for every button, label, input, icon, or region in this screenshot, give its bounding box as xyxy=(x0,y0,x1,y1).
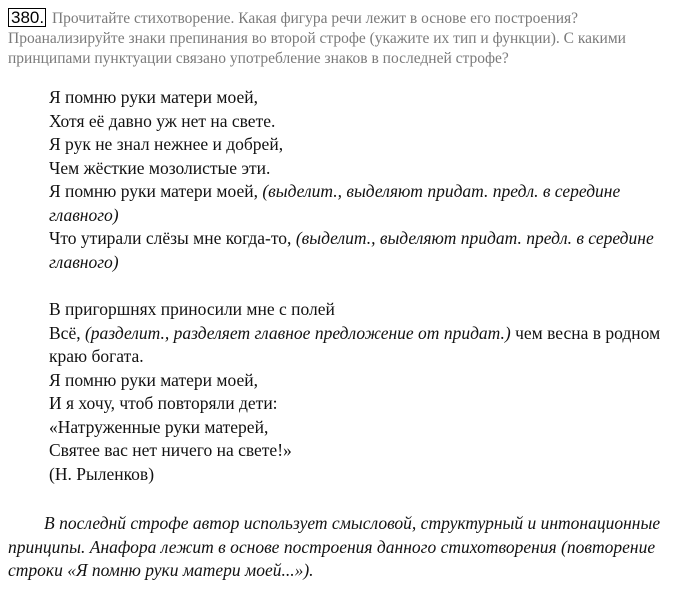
task-number: 380. xyxy=(8,8,46,27)
poem-line-text: Я помню руки матери моей, xyxy=(49,369,258,390)
poem-line-text: Я помню руки матери моей, xyxy=(49,181,263,201)
punctuation-note: (разделит., разделяет главное предложение от придат.) xyxy=(84,322,511,343)
poem-line xyxy=(49,322,689,369)
poem-line-text: Чем жёсткие мозолистые эти. xyxy=(49,157,271,178)
poem-line xyxy=(49,416,689,440)
author-name: (Н. Рыленков) xyxy=(49,463,155,484)
punctuation-note: (выделит., выделяют придат. предл. в середине главного) xyxy=(49,228,654,272)
poem-line xyxy=(49,439,689,463)
poem-line-text: Я помню руки матери моей, xyxy=(49,87,258,107)
task-text: Прочитайте стихотворение. Какая фигура речи лежит в основе его построения? Проанализируйте знаки препинания во второй строфе (укажите их тип и функции). С какими принципами пунктуации связано употребление знаков в последней строфе? xyxy=(8,10,626,67)
stanza-2 xyxy=(49,298,689,486)
poem-line xyxy=(49,133,689,157)
poem-line xyxy=(49,298,689,322)
poem-line-text: Что утирали слёзы мне когда-то, xyxy=(49,228,296,248)
poem-line xyxy=(49,180,689,227)
poem-line xyxy=(49,227,689,274)
poem xyxy=(49,86,689,486)
poem-line xyxy=(49,110,689,134)
stanza-1 xyxy=(49,86,689,274)
poem-line-text: Всё, xyxy=(49,322,85,343)
poem-line xyxy=(49,86,689,110)
poem-line-text: Я рук не знал нежнее и добрей, xyxy=(49,134,284,154)
answer-paragraph: В последнй строфе автор использует смысловой, структурный и интонационные принципы. Анафора лежит в основе построения данного стихотворения (повторение строки «Я помню руки матери моей...»). xyxy=(8,513,661,580)
poem-line-text: Святее вас нет ничего на свете!» xyxy=(49,440,292,460)
poem-line-text: В пригоршнях приносили мне с полей xyxy=(49,299,335,319)
poem-line xyxy=(49,369,689,393)
task-statement xyxy=(8,8,696,69)
stanza-gap xyxy=(49,274,689,298)
poem-line-text: Хотя её давно уж нет на свете. xyxy=(49,110,276,131)
poem-author xyxy=(49,463,689,487)
poem-line-text: «Натруженные руки матерей, xyxy=(49,416,269,437)
poem-line-text: чем весна в родном краю богата. xyxy=(49,322,661,366)
punctuation-note: (выделит., выделяют придат. предл. в середине главного) xyxy=(49,181,621,225)
poem-line-text: И я хочу, чтоб повторяли дети: xyxy=(49,393,278,413)
poem-line xyxy=(49,157,689,181)
poem-line xyxy=(49,392,689,416)
